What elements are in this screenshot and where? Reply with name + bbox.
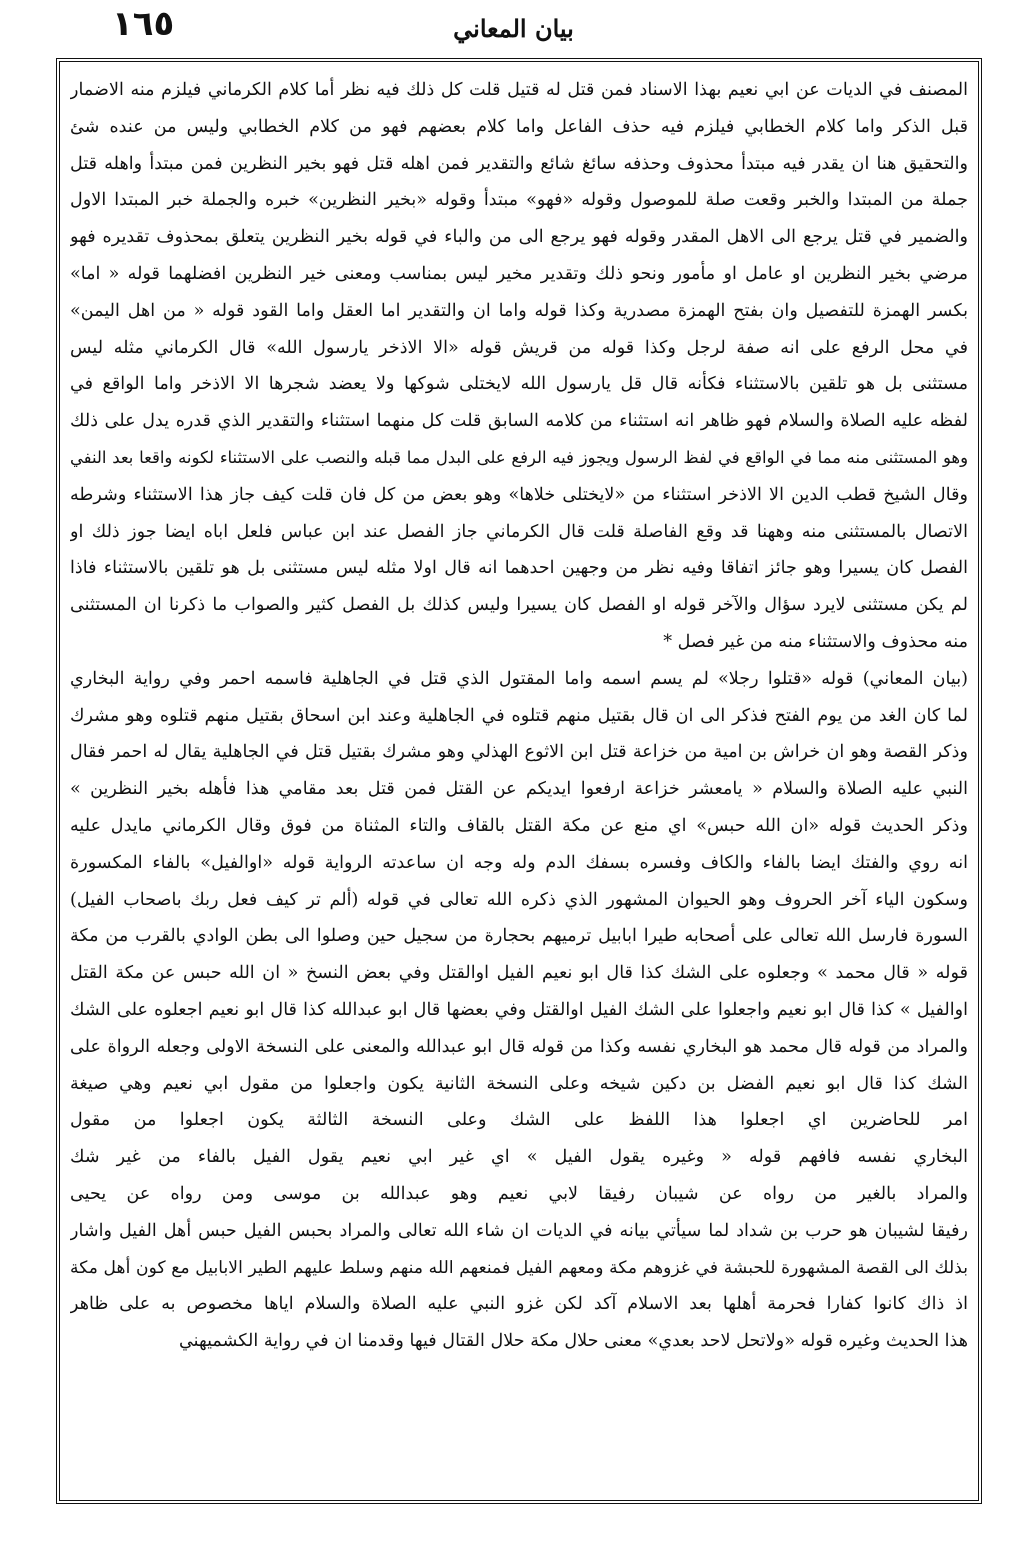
page-header: [0, 0, 1027, 60]
text-line: لم يكن مستثنى لايرد سؤال والآخر قوله او الفصل كان يسيرا وليس كذلك بل الفصل كثير والصواب ما ذكرنا ان المستثنى: [70, 595, 968, 616]
text-line: لفظه عليه الصلاة والسلام فهو ظاهر انه استثناء من كلامه السابق قلت كل منهما استثناء والتقدير الذي قدره يدل على ذلك: [70, 411, 968, 432]
text-line: وقال الشيخ قطب الدين الا الاذخر استثناء من «لايختلى خلاها» وهو بعض من كل فان قلت كيف جاز هذا الاستثناء وشرطه: [70, 484, 968, 505]
text-line: وهو المستثنى منه مما في الواقع في لفظ الرسول ويجوز فيه الرفع على البدل مما قبله والنصب على الاستثناء لكونه واقعا بعد النفي: [70, 447, 968, 467]
text-line: اذ ذاك كانوا كفارا فحرمة أهلها بعد الاسلام آكد لكن غزو النبي عليه الصلاة والسلام اياها مخصوص به على ظاهر: [70, 1294, 968, 1315]
text-line: قوله « قال محمد » وجعلوه على الشك كذا قال ابو نعيم الفيل اوالقتل وفي بعض النسخ « ان الله حبس عن مكة القتل: [70, 963, 968, 984]
page-number: ١٦٥: [112, 4, 175, 44]
text-line: مستثنى بل هو تلقين بالاستثناء فكأنه قال قل يارسول الله لايختلى شوكها ولا يعضد شجرها الا الاذخر واما الواقع في: [70, 374, 968, 395]
text-line: النبي عليه الصلاة والسلام « يامعشر خزاعة ارفعوا ايديكم عن القتل فمن قتل بعد مقامي هذا فأهله بخير النظرين »: [70, 779, 968, 800]
text-line: والمراد بالغير من رواه عن شيبان رفيقا لابي نعيم وهو عبدالله بن موسى ومن رواه عن يحيى: [70, 1183, 968, 1204]
text-line: قبل الذكر واما كلام الخطابي فيلزم فيه حذف الفاعل واما كلام بعضهم فهو من كلام الخطابي وليس من عنده شئ: [70, 116, 968, 137]
text-line: الشك كذا قال ابو نعيم الفضل بن دكين شيخه وعلى النسخة الثانية يكون واجعلوا من مقول ابي نعيم وهي صيغة: [70, 1073, 968, 1094]
text-line: هذا الحديث وغيره قوله «ولاتحل لاحد بعدي» معنى حلال مكة حلال القتال فيها وقدمنا ان في رواية الكشميهني: [179, 1331, 968, 1352]
text-line: بذلك الى القصة المشهورة للحبشة في غزوهم مكة ومعهم الفيل فمنعهم الله منهم وسلط عليهم الطير الابابيل مع كون أهل مكة: [70, 1257, 968, 1278]
commentary-body: [70, 72, 968, 1492]
text-line: لما كان الغد من يوم الفتح فذكر الى ان قال بقتيل منهم قتلوه في الجاهلية وعند ابن اسحاق بقتيل منهم قتلوه وهو مشرك: [70, 705, 968, 726]
text-line: في محل الرفع على انه صفة لرجل وكذا قوله من قريش قوله «الا الاذخر يارسول الله» قال الكرماني مثله ليس: [70, 337, 968, 358]
text-line: وذكر الحديث قوله «ان الله حبس» اي منع عن مكة القتل بالقاف والتاء المثناة من فوق وقال الكرماني مايدل عليه: [70, 815, 968, 836]
text-line: والمراد من قوله قال محمد هو البخاري نفسه وكذا من قوله قال ابو عبدالله والمعنى على النسخة الاولى وجعله الرواة على: [70, 1036, 968, 1057]
text-line: امر للحاضرين اي اجعلوا هذا اللفظ على الشك وعلى النسخة الثالثة يكون اجعلوا من مقول: [70, 1110, 968, 1131]
text-line: الاتصال بالمستثنى منه وههنا قد وقع الفاصلة قلت قال الكرماني جاز الفصل عند ابن عباس فلعل اباه ايضا جوز ذلك او: [70, 521, 968, 542]
text-line: البخاري نفسه فافهم قوله « وغيره يقول الفيل » اي غير ابي نعيم يقول الفيل بالفاء من غير شك: [70, 1147, 968, 1168]
text-line: رفيقا لشيبان هو حرب بن شداد لما سيأتي بيانه في الديات ان شاء الله تعالى والمراد بحبس الفيل حبس أهل الفيل واشار: [70, 1220, 968, 1241]
text-line: والضمير في قتل يرجع الى الاهل المقدر وقوله فهو يرجع الى من والباء في قوله بخير النظرين يتعلق بمحذوف تقديره فهو: [70, 227, 968, 248]
text-line: وذكر القصة وهو ان خراش بن امية من خزاعة قتل ابن الاثوع الهذلي وهو مشرك بقتيل قتل في الجاهلية يقال له احمر فقال: [70, 742, 968, 763]
text-line: المصنف في الديات عن ابي نعيم بهذا الاسناد فمن قتل له قتيل قلت كل ذلك فيه نظر أما كلام الكرماني فيلزم منه الاضمار: [70, 80, 968, 100]
text-line: انه روي والفتك ايضا بالفاء والكاف وفسره بسفك الدم وله وجه ان ساعدته الرواية قوله «اوالفيل» بالفاء المكسورة: [70, 852, 968, 873]
text-line: وسكون الياء آخر الحروف وهو الحيوان المشهور الذي ذكره الله تعالى في قوله (ألم تر كيف فعل ربك باصحاب الفيل): [70, 889, 968, 910]
text-line: والتحقيق هنا ان يقدر فيه مبتدأ محذوف وحذفه سائغ شائع والتقدير فمن اهله قتل فهو بخير النظرين فمن مبتدأ واهله قتل: [70, 153, 968, 174]
text-line: منه محذوف والاستثناء منه من غير فصل *: [663, 631, 968, 652]
text-line: اوالفيل » كذا قال ابو نعيم واجعلوا على الشك الفيل اوالقتل وفي بعضها قال ابو عبدالله كذا قال ابو نعيم اجعلوه على الشك: [70, 999, 968, 1020]
text-line: الفصل كان يسيرا وهو جائز اتفاقا وفيه نظر من وجهين احدهما انه قال اولا مثله ليس مستثنى بل هو تلقين بالاستثناء فاذا: [70, 558, 968, 579]
running-title: بيان المعاني: [453, 14, 574, 43]
text-line: السورة فارسل الله تعالى على أصحابه طيرا ابابيل ترميهم بحجارة من سجيل حين وصلوا الى بطن الوادي بالقرب من مكة: [70, 926, 968, 947]
text-line: جملة من المبتدا والخبر وقعت صلة للموصول وقوله «فهو» مبتدأ وقوله «بخير النظرين» خبره والجملة خبر المبتدا الاول: [70, 190, 968, 211]
text-line: (بيان المعاني) قوله «قتلوا رجلا» لم يسم اسمه واما المقتول الذي قتل في الجاهلية فاسمه احمر وفي رواية البخاري: [70, 668, 968, 689]
text-line: مرضي بخير النظرين او عامل او مأمور ونحو ذلك وتقدير مخير ليس بمناسب ومعنى خير النظرين افضلهما قوله « اما»: [70, 263, 968, 284]
text-line: بكسر الهمزة للتفصيل وان بفتح الهمزة مصدرية وكذا قوله واما ان والتقدير اما العقل واما القود قوله « من اهل اليمن»: [70, 300, 968, 321]
